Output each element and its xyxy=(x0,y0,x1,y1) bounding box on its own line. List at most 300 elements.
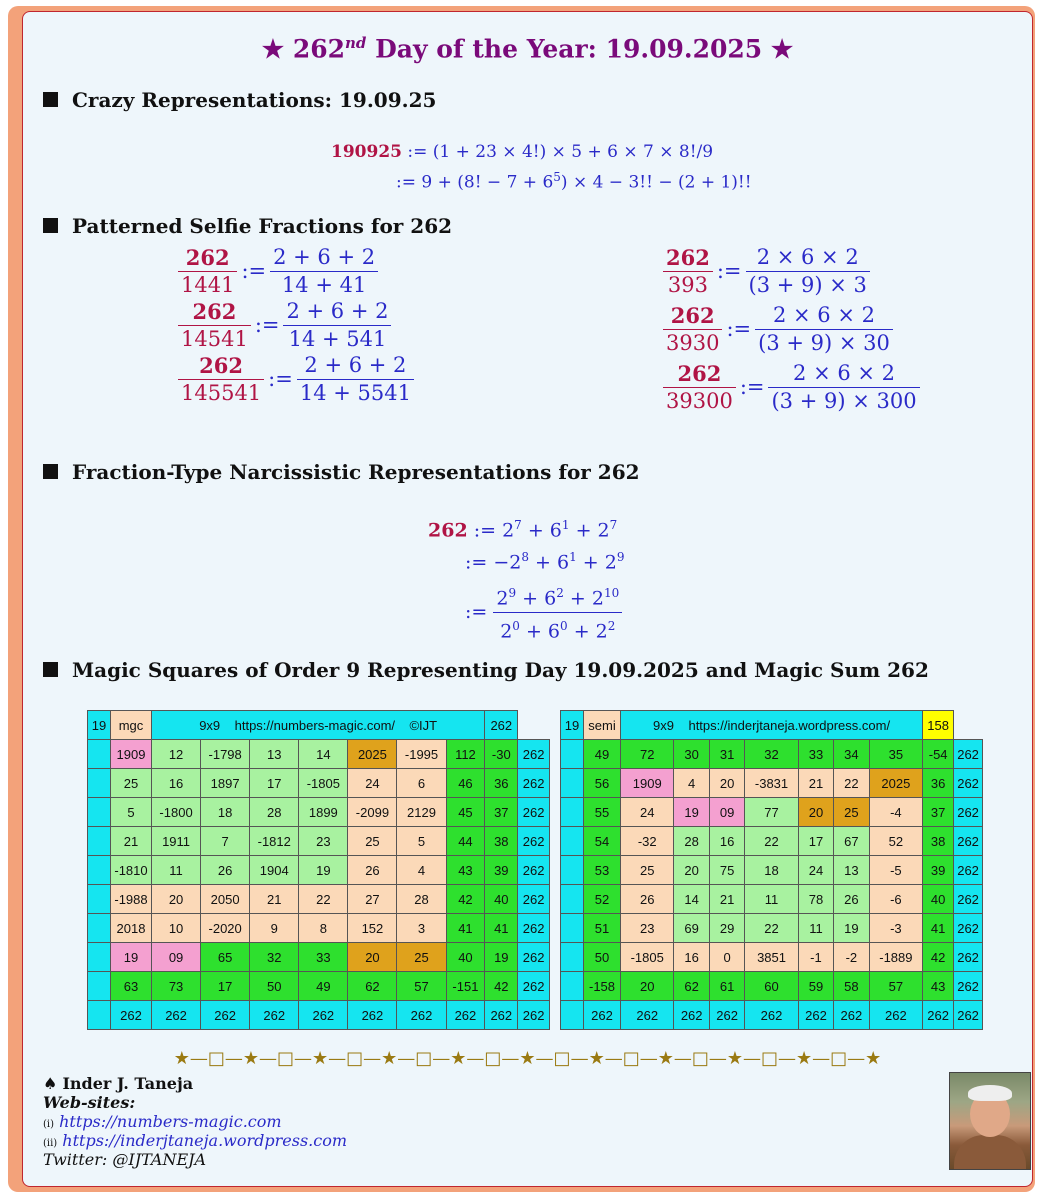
magic-cell: 21 xyxy=(709,885,744,914)
magic-cell: 10 xyxy=(152,914,201,943)
magic-cell: 20 xyxy=(709,769,744,798)
magic-cell: -2 xyxy=(834,943,869,972)
fraction-num: 2 × 6 × 2 xyxy=(773,303,875,327)
magic-cell: 36 xyxy=(485,769,518,798)
magic-cell: 24 xyxy=(348,769,397,798)
fraction-den: (3 + 9) × 3 xyxy=(746,271,870,299)
selfie-left-2 xyxy=(178,298,391,353)
magic-cell: 54 xyxy=(584,827,621,856)
magic-cell: 33 xyxy=(798,740,833,769)
column-sum-cell: 262 xyxy=(518,1001,550,1030)
magic-cell: 40 xyxy=(446,943,485,972)
magic-cell: -5 xyxy=(869,856,923,885)
magic-cell: 65 xyxy=(201,943,250,972)
magic-cell: 62 xyxy=(348,972,397,1001)
row-sum-cell: 262 xyxy=(954,769,983,798)
fraction-num: 2 + 6 + 2 xyxy=(286,299,389,323)
crazy-expr-1: := (1 + 23 × 4!) × 5 + 6 × 7 × 8!/9 xyxy=(407,142,714,162)
magic-cell: -4 xyxy=(869,798,923,827)
title-number: 262 xyxy=(292,34,346,64)
row-gutter xyxy=(561,769,584,798)
magic-cell: 19 xyxy=(111,943,152,972)
magic-cell: -1812 xyxy=(250,827,299,856)
site-index: (ii) xyxy=(43,1138,58,1149)
magic-cell: 112 xyxy=(446,740,485,769)
author-name: Inder J. Taneja xyxy=(62,1074,194,1093)
fraction-num: 2 + 6 + 2 xyxy=(304,353,407,377)
magic-cell: 52 xyxy=(869,827,923,856)
magic-cell: 8 xyxy=(299,914,348,943)
row-gutter xyxy=(561,972,584,1001)
magic-cell: 5 xyxy=(397,827,446,856)
assign-op: := xyxy=(716,259,742,283)
magic-cell: -151 xyxy=(446,972,485,1001)
page-title xyxy=(23,34,1032,63)
magic-cell: 51 xyxy=(584,914,621,943)
magic-cell: 59 xyxy=(798,972,833,1001)
author-block xyxy=(43,1074,347,1169)
author-photo xyxy=(949,1072,1031,1170)
magic-cell: 25 xyxy=(621,856,674,885)
row-sum-cell: 262 xyxy=(518,914,550,943)
column-sum-cell: 262 xyxy=(397,1001,446,1030)
magic-cell: 18 xyxy=(201,798,250,827)
crazy-exp: 5 xyxy=(553,170,561,184)
magic-cell: 4 xyxy=(397,856,446,885)
magic-cell: 2025 xyxy=(869,769,923,798)
crazy-expr-2a: := 9 + (8! − 7 + 6 xyxy=(396,172,554,193)
magic-cell: 19 xyxy=(299,856,348,885)
section-magic xyxy=(43,658,929,682)
assign-op: := xyxy=(726,317,752,341)
header-cell: 158 xyxy=(923,711,954,740)
column-sum-cell: 262 xyxy=(923,1001,954,1030)
magic-cell: 13 xyxy=(250,740,299,769)
header-cell: mgc xyxy=(111,711,152,740)
column-sum-cell: 262 xyxy=(709,1001,744,1030)
column-sum-cell: 262 xyxy=(152,1001,201,1030)
magic-cell: 22 xyxy=(745,827,798,856)
section-heading: Magic Squares of Order 9 Representing Day 19.09.2025 and Magic Sum 262 xyxy=(72,658,929,682)
magic-cell: -32 xyxy=(621,827,674,856)
magic-cell: 41 xyxy=(446,914,485,943)
magic-cell: 20 xyxy=(348,943,397,972)
magic-cell: 6 xyxy=(397,769,446,798)
section-heading: Fraction-Type Narcissistic Representations for 262 xyxy=(72,460,640,484)
magic-cell: 25 xyxy=(834,798,869,827)
row-sum-cell: 262 xyxy=(518,798,550,827)
twitter-handle: Twitter: @IJTANEJA xyxy=(43,1150,207,1169)
row-sum-cell: 262 xyxy=(954,943,983,972)
magic-cell: 45 xyxy=(446,798,485,827)
row-sum-cell: 262 xyxy=(954,972,983,1001)
magic-cell: 62 xyxy=(674,972,709,1001)
magic-cell: 9 xyxy=(250,914,299,943)
assign-op: := xyxy=(241,259,267,283)
fraction-den: 393 xyxy=(663,271,713,299)
magic-cell: 25 xyxy=(111,769,152,798)
magic-cell: 17 xyxy=(798,827,833,856)
magic-cell: -1889 xyxy=(869,943,923,972)
magic-cell: 19 xyxy=(674,798,709,827)
magic-cell: -2020 xyxy=(201,914,250,943)
magic-cell: 26 xyxy=(348,856,397,885)
magic-cell: 57 xyxy=(869,972,923,1001)
magic-cell: 23 xyxy=(299,827,348,856)
magic-cell: 1909 xyxy=(111,740,152,769)
magic-cell: 50 xyxy=(584,943,621,972)
magic-cell: 43 xyxy=(923,972,954,1001)
column-sum-cell: 262 xyxy=(745,1001,798,1030)
magic-cell: 49 xyxy=(299,972,348,1001)
row-sum-cell: 262 xyxy=(954,914,983,943)
row-gutter xyxy=(561,943,584,972)
magic-cell: 11 xyxy=(745,885,798,914)
column-sum-cell: 262 xyxy=(798,1001,833,1030)
column-sum-cell: 262 xyxy=(348,1001,397,1030)
website-link-2[interactable]: https://inderjtaneja.wordpress.com xyxy=(62,1131,348,1150)
section-heading: Patterned Selfie Fractions for 262 xyxy=(72,214,453,238)
row-sum-cell: 262 xyxy=(518,885,550,914)
magic-cell: 11 xyxy=(152,856,201,885)
fraction-num: 262 xyxy=(185,245,230,270)
magic-cell: -3 xyxy=(869,914,923,943)
star-icon: ★ xyxy=(770,34,794,64)
magic-cell: 57 xyxy=(397,972,446,1001)
fraction-den: 39300 xyxy=(663,387,736,415)
magic-cell: 20 xyxy=(621,972,674,1001)
magic-cell: 40 xyxy=(923,885,954,914)
magic-cell: 14 xyxy=(299,740,348,769)
magic-cell: 17 xyxy=(201,972,250,1001)
row-gutter xyxy=(561,885,584,914)
site-index: (i) xyxy=(43,1119,55,1130)
magic-cell: 75 xyxy=(709,856,744,885)
section-heading: Crazy Representations: 19.09.25 xyxy=(72,88,437,112)
magic-cell: 0 xyxy=(709,943,744,972)
row-gutter xyxy=(561,1001,584,1030)
selfie-left-1 xyxy=(178,244,378,299)
selfie-left-3 xyxy=(178,352,414,407)
spade-icon: ♠ xyxy=(43,1074,58,1093)
assign-op: := xyxy=(254,313,280,337)
magic-cell: 25 xyxy=(348,827,397,856)
fraction-den: (3 + 9) × 300 xyxy=(768,387,919,415)
selfie-right-2 xyxy=(663,302,893,357)
magic-cell: 31 xyxy=(709,740,744,769)
content-panel xyxy=(22,11,1033,1187)
title-text: Day of the Year: 19.09.2025 xyxy=(366,34,763,64)
magic-cell: 2025 xyxy=(348,740,397,769)
magic-cell: 24 xyxy=(798,856,833,885)
magic-cell: 35 xyxy=(869,740,923,769)
magic-cell: 52 xyxy=(584,885,621,914)
row-sum-cell: 262 xyxy=(518,740,550,769)
magic-cell: -1995 xyxy=(397,740,446,769)
row-sum-cell: 262 xyxy=(518,972,550,1001)
magic-cell: 7 xyxy=(201,827,250,856)
magic-cell: 26 xyxy=(834,885,869,914)
column-sum-cell: 262 xyxy=(111,1001,152,1030)
magic-cell: 1897 xyxy=(201,769,250,798)
magic-cell: -2099 xyxy=(348,798,397,827)
magic-cell: 12 xyxy=(152,740,201,769)
magic-cell: -1798 xyxy=(201,740,250,769)
fraction-den: 3930 xyxy=(663,329,722,357)
magic-cell: 13 xyxy=(834,856,869,885)
magic-cell: 56 xyxy=(584,769,621,798)
fraction-num: 2 × 6 × 2 xyxy=(756,245,859,269)
magic-cell: -1810 xyxy=(111,856,152,885)
magic-cell: 21 xyxy=(798,769,833,798)
website-link-1[interactable]: https://numbers-magic.com xyxy=(59,1112,282,1131)
magic-cell: 26 xyxy=(621,885,674,914)
magic-cell: 77 xyxy=(745,798,798,827)
square-bullet-icon xyxy=(43,662,58,677)
fraction-den: 14 + 5541 xyxy=(297,379,414,407)
row-sum-cell: 262 xyxy=(954,827,983,856)
magic-cell: 69 xyxy=(674,914,709,943)
magic-cell: 5 xyxy=(111,798,152,827)
magic-cell: 23 xyxy=(621,914,674,943)
magic-cell: 20 xyxy=(674,856,709,885)
row-gutter xyxy=(88,914,111,943)
magic-cell: 46 xyxy=(446,769,485,798)
magic-cell: 2018 xyxy=(111,914,152,943)
row-gutter xyxy=(88,943,111,972)
magic-cell: 1911 xyxy=(152,827,201,856)
magic-cell: 39 xyxy=(485,856,518,885)
magic-cell: 73 xyxy=(152,972,201,1001)
magic-cell: 40 xyxy=(485,885,518,914)
column-sum-cell: 262 xyxy=(201,1001,250,1030)
websites-label: Web-sites: xyxy=(43,1093,136,1112)
column-sum-cell: 262 xyxy=(485,1001,518,1030)
header-cell: 19 xyxy=(88,711,111,740)
magic-cell: -158 xyxy=(584,972,621,1001)
magic-cell: 28 xyxy=(674,827,709,856)
magic-cell: 41 xyxy=(923,914,954,943)
magic-cell: 11 xyxy=(798,914,833,943)
magic-cell: 2050 xyxy=(201,885,250,914)
fraction-num: 262 xyxy=(666,245,710,270)
magic-cell: 26 xyxy=(201,856,250,885)
magic-cell: 29 xyxy=(709,914,744,943)
row-gutter xyxy=(88,856,111,885)
header-cell: 9x9 https://inderjtaneja.wordpress.com/ xyxy=(621,711,923,740)
column-sum-cell: 262 xyxy=(869,1001,923,1030)
magic-cell: 32 xyxy=(745,740,798,769)
narc-line-3: := $\frac{2^9 + 6^2 + 2^{10}}{2^0 + 6^0 + 2^2}$ xyxy=(465,580,622,646)
magic-cell: 49 xyxy=(584,740,621,769)
fraction-num: 2 + 6 + 2 xyxy=(273,245,376,269)
magic-cell: -1800 xyxy=(152,798,201,827)
row-gutter xyxy=(561,798,584,827)
magic-cell: 34 xyxy=(834,740,869,769)
magic-cell: 3851 xyxy=(745,943,798,972)
magic-cell: 72 xyxy=(621,740,674,769)
magic-cell: 16 xyxy=(674,943,709,972)
row-gutter xyxy=(88,798,111,827)
crazy-line-2 xyxy=(396,170,752,193)
column-sum-cell: 262 xyxy=(299,1001,348,1030)
magic-cell: 78 xyxy=(798,885,833,914)
row-gutter xyxy=(88,827,111,856)
magic-cell: 60 xyxy=(745,972,798,1001)
row-sum-cell: 262 xyxy=(518,769,550,798)
magic-cell: 38 xyxy=(485,827,518,856)
magic-cell: -30 xyxy=(485,740,518,769)
magic-cell: 1899 xyxy=(299,798,348,827)
magic-cell: 67 xyxy=(834,827,869,856)
magic-cell: 37 xyxy=(485,798,518,827)
star-icon: ★ xyxy=(261,34,285,64)
magic-cell: 19 xyxy=(834,914,869,943)
section-crazy xyxy=(43,88,436,112)
magic-cell: 39 xyxy=(923,856,954,885)
outer-frame xyxy=(8,6,1035,1192)
magic-cell: 44 xyxy=(446,827,485,856)
magic-cell: 32 xyxy=(250,943,299,972)
fraction-num: 262 xyxy=(192,299,237,324)
crazy-expr-2b: ) × 4 − 3!! − (2 + 1)!! xyxy=(560,172,752,193)
fraction-num: 262 xyxy=(670,303,715,328)
row-gutter xyxy=(561,914,584,943)
column-sum-cell: 262 xyxy=(834,1001,869,1030)
fraction-den: 14541 xyxy=(178,325,251,353)
magic-cell: 58 xyxy=(834,972,869,1001)
magic-cell: 28 xyxy=(250,798,299,827)
row-sum-cell: 262 xyxy=(518,856,550,885)
magic-cell: 28 xyxy=(397,885,446,914)
magic-cell: 41 xyxy=(485,914,518,943)
fraction-den: 1441 xyxy=(178,271,237,299)
magic-cell: 14 xyxy=(674,885,709,914)
narc-number: 262 xyxy=(428,519,468,542)
column-sum-cell: 262 xyxy=(674,1001,709,1030)
magic-cell: 18 xyxy=(745,856,798,885)
magic-cell: 50 xyxy=(250,972,299,1001)
magic-cell: 25 xyxy=(397,943,446,972)
magic-cell: -1 xyxy=(798,943,833,972)
magic-cell: -1805 xyxy=(299,769,348,798)
magic-cell: 61 xyxy=(709,972,744,1001)
magic-cell: 27 xyxy=(348,885,397,914)
magic-cell: 4 xyxy=(674,769,709,798)
magic-cell: 37 xyxy=(923,798,954,827)
fraction-den: (3 + 9) × 30 xyxy=(755,329,893,357)
assign-op: := xyxy=(268,367,293,391)
assign-op: := xyxy=(739,375,765,399)
magic-cell: -3831 xyxy=(745,769,798,798)
header-cell: 9x9 https://numbers-magic.com/ ©IJT xyxy=(152,711,485,740)
magic-cell: -6 xyxy=(869,885,923,914)
narc-line-1: 262 := $2^7 + 6^1 + 2^7$ xyxy=(428,518,618,542)
magic-cell: 43 xyxy=(446,856,485,885)
fraction-den: 14 + 541 xyxy=(283,325,391,353)
row-gutter xyxy=(88,769,111,798)
column-sum-cell: 262 xyxy=(446,1001,485,1030)
header-cell: 262 xyxy=(485,711,518,740)
row-gutter xyxy=(561,827,584,856)
row-gutter xyxy=(88,885,111,914)
magic-cell: 1909 xyxy=(621,769,674,798)
row-sum-cell: 262 xyxy=(954,798,983,827)
square-bullet-icon xyxy=(43,92,58,107)
fraction-num: 2 × 6 × 2 xyxy=(793,361,896,385)
title-suffix: nd xyxy=(345,34,367,52)
magic-cell: 33 xyxy=(299,943,348,972)
header-cell: 19 xyxy=(561,711,584,740)
row-sum-cell: 262 xyxy=(518,827,550,856)
narc-line-2: := $-2^8 + 6^1 + 2^9$ xyxy=(465,550,625,574)
square-bullet-icon xyxy=(43,464,58,479)
section-narcissistic xyxy=(43,460,640,484)
header-cell: semi xyxy=(584,711,621,740)
selfie-right-1 xyxy=(663,244,870,299)
magic-cell: -1988 xyxy=(111,885,152,914)
magic-cell: 53 xyxy=(584,856,621,885)
magic-cell: 42 xyxy=(485,972,518,1001)
row-gutter xyxy=(561,740,584,769)
magic-cell: 1904 xyxy=(250,856,299,885)
magic-cell: 21 xyxy=(250,885,299,914)
row-sum-cell: 262 xyxy=(954,740,983,769)
magic-cell: 42 xyxy=(446,885,485,914)
magic-cell: 20 xyxy=(152,885,201,914)
magic-cell: 22 xyxy=(299,885,348,914)
column-sum-cell: 262 xyxy=(621,1001,674,1030)
row-sum-cell: 262 xyxy=(954,856,983,885)
magic-cell: -1805 xyxy=(621,943,674,972)
magic-cell: 16 xyxy=(152,769,201,798)
fraction-num: 262 xyxy=(677,361,722,386)
row-gutter xyxy=(561,856,584,885)
magic-cell: 63 xyxy=(111,972,152,1001)
column-sum-cell: 262 xyxy=(954,1001,983,1030)
crazy-line-1 xyxy=(331,142,713,162)
magic-cell: 09 xyxy=(152,943,201,972)
magic-cell: 55 xyxy=(584,798,621,827)
fraction-den: 145541 xyxy=(178,379,264,407)
magic-cell: 16 xyxy=(709,827,744,856)
row-sum-cell: 262 xyxy=(954,885,983,914)
magic-cell: 152 xyxy=(348,914,397,943)
magic-cell: 38 xyxy=(923,827,954,856)
row-gutter xyxy=(88,1001,111,1030)
decorative-divider: ★—□—★—□—★—□—★—□—★—□—★—□—★—□—★—□—★—□—★—□—★ xyxy=(173,1048,882,1069)
magic-cell: 24 xyxy=(621,798,674,827)
crazy-number: 190925 xyxy=(331,142,402,162)
selfie-right-3 xyxy=(663,360,920,415)
row-gutter xyxy=(88,972,111,1001)
magic-cell: 22 xyxy=(834,769,869,798)
magic-cell: 09 xyxy=(709,798,744,827)
row-gutter xyxy=(88,740,111,769)
magic-cell: 42 xyxy=(923,943,954,972)
magic-cell: 30 xyxy=(674,740,709,769)
magic-cell: -54 xyxy=(923,740,954,769)
magic-square-2 xyxy=(560,710,983,1030)
magic-cell: 19 xyxy=(485,943,518,972)
fraction-num: 262 xyxy=(199,353,243,378)
magic-cell: 36 xyxy=(923,769,954,798)
magic-cell: 2129 xyxy=(397,798,446,827)
fraction-den: 14 + 41 xyxy=(270,271,378,299)
section-selfie xyxy=(43,214,452,238)
magic-cell: 3 xyxy=(397,914,446,943)
square-bullet-icon xyxy=(43,218,58,233)
